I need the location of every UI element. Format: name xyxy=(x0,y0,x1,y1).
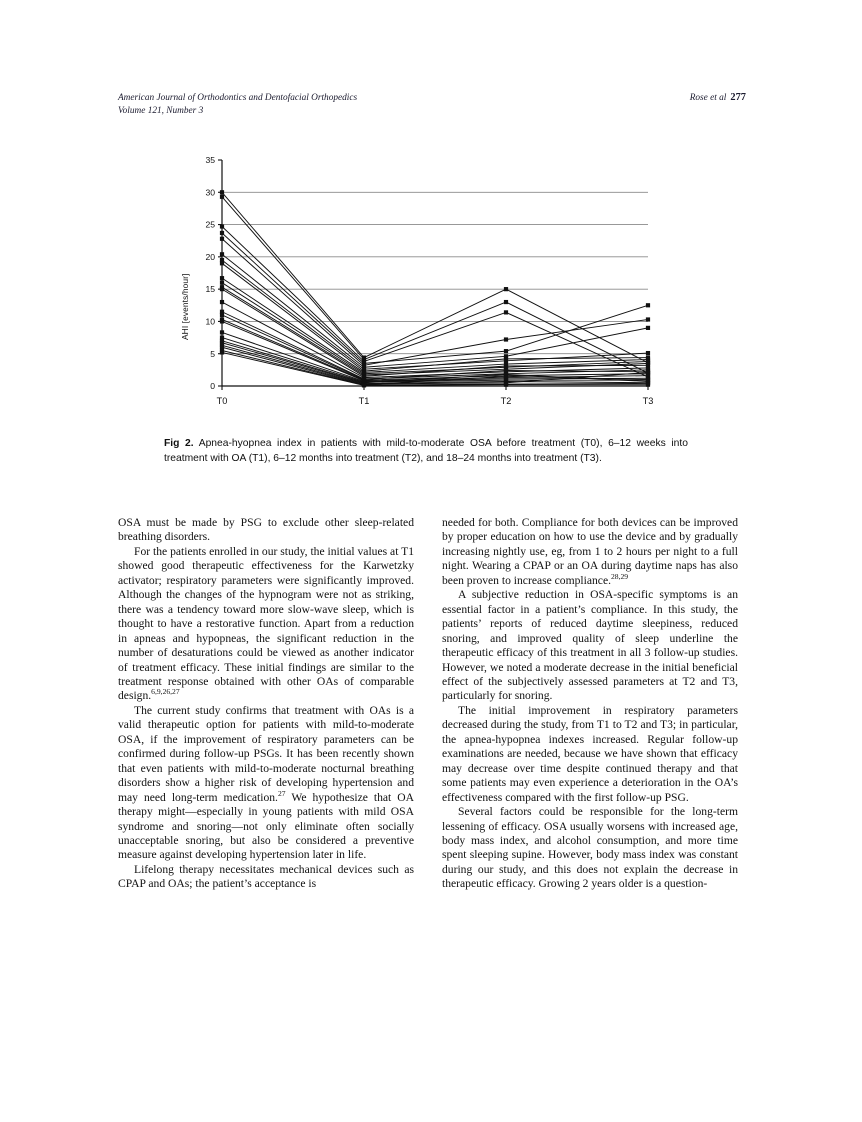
data-point-marker xyxy=(220,261,224,265)
paragraph-text: A subjective reduction in OSA-specific symptoms is an essential factor in a patient’s compliance. In this study, the patients’ reports of reduced daytime sleepiness, reduced snoring, and improved quality of sleep underline the therapeutic efficacy of this treatment in all 3 follow-up studies. However, we noted a moderate decrease in the initial beneficial effect of the subjectively assessed parameters at T2 and T3, particularly for snoring. xyxy=(442,588,738,703)
paragraph-text: needed for both. Compliance for both devices can be improved by proper education on how to use the device and by gradually increasing nightly use, eg, from 1 to 2 hours per night to a full night. Wearing a CPAP or an OA during daytime naps has also been proven to increase compliance. xyxy=(442,516,738,587)
body-column-left xyxy=(118,516,414,892)
paragraph-text: OSA must be made by PSG to exclude other sleep-related breathing disorders. xyxy=(118,516,414,544)
paragraph xyxy=(118,545,414,704)
data-point-marker xyxy=(504,310,508,314)
y-axis-tick-label: 15 xyxy=(205,284,215,295)
x-axis-tick-label: T3 xyxy=(642,396,654,406)
data-point-marker xyxy=(646,303,650,307)
data-point-marker xyxy=(220,313,224,317)
author-names: Rose et al xyxy=(689,93,727,103)
running-head-author-page xyxy=(690,92,746,103)
data-point-marker xyxy=(504,287,508,291)
paragraph-text: Several factors could be responsible for the long-term lessening of efficacy. OSA usually worsens with increased age, body mass index, and alcohol consumption, and more time spent sleeping supine. However, body mass index was constant during our study, and this does not explain the decrease in therapeutic efficacy. Growing 2 years older is a question- xyxy=(442,805,738,891)
data-point-marker xyxy=(646,351,650,355)
y-axis-tick-label: 10 xyxy=(205,316,215,327)
x-axis-tick-label: T0 xyxy=(216,396,228,406)
data-point-marker xyxy=(646,383,650,387)
paragraph-text: Lifelong therapy necessitates mechanical devices such as CPAP and OAs; the patient’s acceptance is xyxy=(118,862,414,891)
paragraph xyxy=(442,588,738,704)
data-point-marker xyxy=(220,300,224,304)
data-point-marker xyxy=(504,349,508,353)
series-line xyxy=(222,254,648,367)
figure-caption xyxy=(164,437,688,466)
data-point-marker xyxy=(504,364,508,368)
data-point-marker xyxy=(646,377,650,381)
data-point-marker xyxy=(646,317,650,321)
paragraph xyxy=(442,516,738,588)
paragraph xyxy=(118,516,414,545)
y-axis-tick-label: 25 xyxy=(205,219,215,230)
ahi-line-chart xyxy=(186,152,656,424)
running-head xyxy=(118,92,746,117)
paragraph-text: The initial improvement in respiratory parameters decreased during the study, from T1 to T2 and T3; in particular, the apnea-hypopnea indexes increased. Regular follow-up examinations are needed, because we have shown that efficacy may decrease over time despite continued therapy and that some patients may even experience a deterioration in the OA’s effectiveness compared with the first follow-up PSG. xyxy=(442,703,738,804)
data-point-marker xyxy=(646,370,650,374)
volume-issue: Volume 121, Number 3 xyxy=(118,105,204,116)
reference-superscript: 6,9,26,27 xyxy=(151,687,180,697)
data-point-marker xyxy=(220,287,224,291)
data-point-marker xyxy=(504,383,508,387)
data-point-marker xyxy=(220,195,224,199)
data-point-marker xyxy=(220,319,224,323)
data-point-marker xyxy=(504,337,508,341)
paragraph-text: The current study confirms that treatment with OAs is a valid therapeutic option for patients with mild-to-moderate OSA, if the improvement of respiratory parameters can be confirmed during follow-up PSGs. It has been recently shown that even patients with mild-to-moderate nocturnal breathing disorders show a higher risk of developing hypertension and may need long-term medication. xyxy=(118,703,414,804)
data-point-marker xyxy=(362,383,366,387)
running-head-journal-block xyxy=(118,92,357,117)
figure-2 xyxy=(180,152,656,424)
data-point-marker xyxy=(504,357,508,361)
data-point-marker xyxy=(646,326,650,330)
reference-superscript: 28,29 xyxy=(611,571,629,581)
paragraph xyxy=(442,704,738,805)
data-point-marker xyxy=(220,231,224,235)
y-axis-label: AHI [events/hour] xyxy=(180,273,190,340)
paragraph-text-continued: We hypothesize that OA therapy might—especially in young patients with mild OSA syndrome and snoring—not only eliminate often socially unacceptable snoring, but also be considered a preventive measure against developing hypertension later in life. xyxy=(118,790,414,862)
data-point-marker xyxy=(220,237,224,241)
x-axis-tick-label: T2 xyxy=(500,396,512,406)
paragraph-text: For the patients enrolled in our study, the initial values at T1 showed good therapeutic effectiveness for the Karwetzky activator; respiratory parameters were significantly improved. Although the changes of the hypnogram were not as striking, there was a tendency toward more slow-wave sleep, which is thought to have a restorative function. Apart from a reduction in apneas and hypopneas, the significant reduction in the number of desaturations could be viewed as another indicator of treatment efficacy. These initial findings are similar to the treatment response obtained with other OAs of comparable design. xyxy=(118,544,414,703)
paragraph xyxy=(118,863,414,892)
page-number: 277 xyxy=(730,92,746,103)
y-axis-tick-label: 0 xyxy=(210,381,215,392)
data-point-marker xyxy=(220,281,224,285)
data-point-marker xyxy=(220,330,224,334)
data-point-marker xyxy=(504,374,508,378)
figure-caption-label: Fig 2. xyxy=(164,438,194,449)
reference-superscript: 27 xyxy=(277,788,286,798)
x-axis-tick-label: T1 xyxy=(358,396,370,406)
y-axis-tick-label: 5 xyxy=(210,348,215,359)
y-axis-tick-label: 35 xyxy=(205,155,215,166)
journal-title: American Journal of Orthodontics and Dentofacial Orthopedics xyxy=(118,93,358,103)
data-point-marker xyxy=(220,252,224,256)
figure-caption-text: Apnea-hyopnea index in patients with mild-to-moderate OSA before treatment (T0), 6–12 weeks into treatment with OA (T1), 6–12 months into treatment (T2), and 18–24 months into treatment (T3). xyxy=(164,438,688,464)
paragraph xyxy=(442,805,738,892)
y-axis-tick-label: 20 xyxy=(205,251,215,262)
data-point-marker xyxy=(220,224,224,228)
data-point-marker xyxy=(504,300,508,304)
data-point-marker xyxy=(220,276,224,280)
data-point-marker xyxy=(504,368,508,372)
y-axis-tick-label: 30 xyxy=(205,187,215,198)
data-point-marker xyxy=(220,350,224,354)
data-point-marker xyxy=(220,190,224,194)
paragraph xyxy=(118,704,414,863)
body-column-right xyxy=(442,516,738,892)
